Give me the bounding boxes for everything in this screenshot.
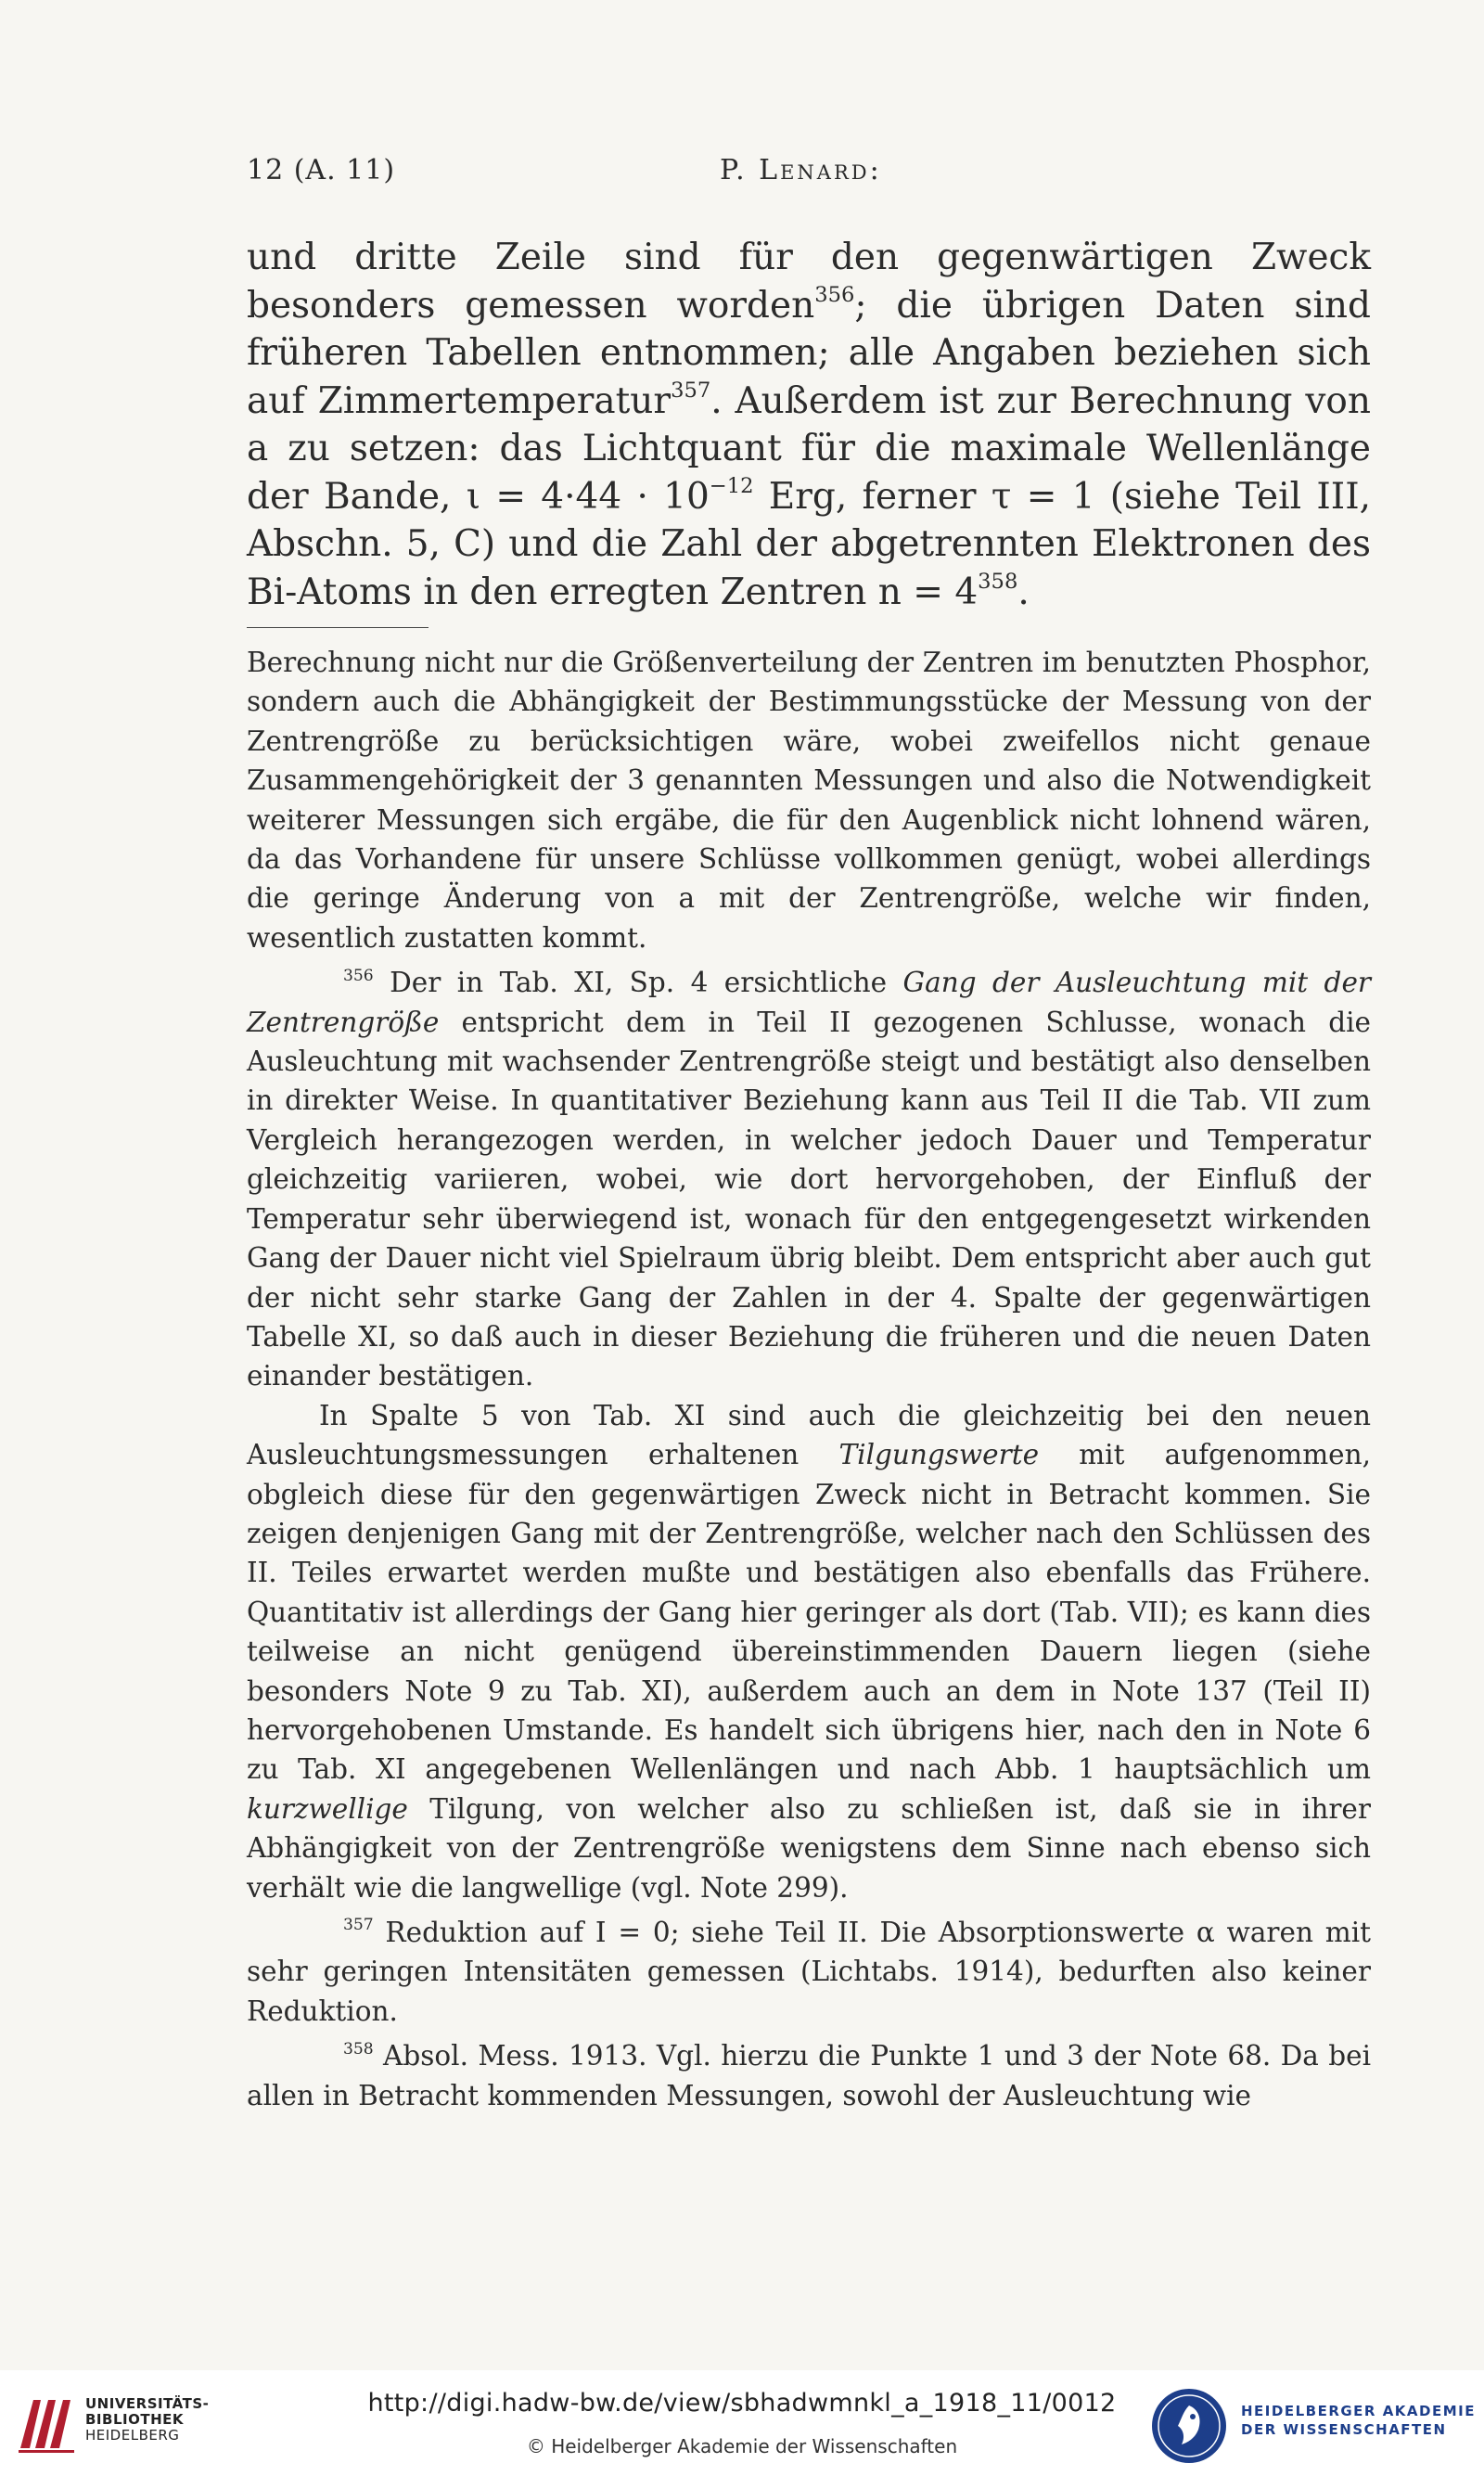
footnote-continuation: Berechnung nicht nur die Größenverteilung der Zentren im benutzten Phosphor, sondern auch die Abhängigkeit der Bestimmungsstücke der Messung von der Zentrengröße zu berücksichtigen wäre, wobei zweifellos nicht genaue Zusammengehörigkeit der 3 genannten Messungen und also die Notwendigkeit weiterer Messungen sich ergäbe, die für den Augenblick nicht lohnend wären, da das Vorhandene für unsere Schlüsse vollkommen genügt, wobei allerdings die geringe Änderung von a mit der Zentrengröße, welche wir finden, wesentlich zustatten kommt.	[247, 647, 1371, 954]
academy-name-line: HEIDELBERGER AKADEMIE	[1241, 2403, 1476, 2419]
permalink-url[interactable]: http://digi.hadw-bw.de/view/sbhadwmnkl_a_1918_11/0012	[367, 2389, 1117, 2418]
page-number: 12 (A. 11)	[247, 154, 396, 186]
library-name-line: BIBLIOTHEK	[85, 2411, 184, 2428]
footnote-italic: kurzwellige	[247, 1792, 408, 1825]
footnote-separator	[247, 627, 429, 628]
footnote-ref-358[interactable]: 358	[978, 570, 1018, 595]
viewer-footer	[0, 2370, 1484, 2476]
footnote-ref-357[interactable]: 357	[671, 378, 711, 404]
footnotes	[247, 643, 1371, 2115]
academy-name-line: DER WISSENSCHAFTEN	[1241, 2421, 1447, 2438]
footnote-text: Der in Tab. XI, Sp. 4 ersichtliche	[373, 967, 903, 999]
running-author: P. Lenard:	[720, 154, 882, 186]
library-name-line: UNIVERSITÄTS-	[85, 2395, 210, 2412]
main-text-segment: Erg, ferner τ = 1 (siehe Teil III, Abschn. 5, C) und die Zahl der abgetrennten Elektronen des Bi-Atoms in den erregten Zentren n = 4	[247, 475, 1371, 613]
academy-name	[1241, 2402, 1476, 2439]
footnote-text: In Spalte 5 von Tab. XI sind auch die gleichzeitig bei den neuen Ausleuchtungsmessungen erhaltenen	[247, 1399, 1371, 1471]
footnote-357	[247, 1913, 1371, 2031]
footnote-text: mit aufgenommen, obgleich diese für den gegenwärtigen Zweck nicht in Betracht kommen. Sie zeigen denjenigen Gang mit der Zentrengröße, welcher nach den Schlüssen des II. Teiles erwartet werden mußte und bestätigen also ebenfalls das Frühere. Quantitativ ist allerdings der Gang hier geringer als dort (Tab. VII); es kann dies teilweise an nicht genügend übereinstimmenden Dauern liegen (siehe besonders Note 9 zu Tab. XI), außerdem auch an dem in Note 137 (Teil II) hervorgehobenen Umstande. Es handelt sich übrigens hier, nach den in Note 6 zu Tab. XI angegebenen Wellenlängen und nach Abb. 1 hauptsächlich um	[247, 1439, 1371, 1786]
footnote-356-paragraph-2	[247, 1396, 1371, 1907]
footnote-italic: Tilgungswerte	[838, 1439, 1040, 1471]
main-text-segment: und dritte Zeile sind für den gegenwärtigen Zweck besonders gemessen worden	[247, 237, 1371, 327]
library-name-line: HEIDELBERG	[85, 2427, 180, 2444]
main-text-segment: ; die übrigen Daten sind früheren Tabellen entnommen; alle Angaben beziehen sich auf Zimmertemperatur	[247, 284, 1372, 422]
footnote-356	[247, 963, 1371, 1395]
footnote-number: 358	[343, 2039, 374, 2059]
exponent: −12	[709, 474, 754, 499]
copyright-notice: © Heidelberger Akademie der Wissenschaften	[526, 2435, 958, 2457]
academy-seal-icon[interactable]	[1150, 2387, 1228, 2465]
footnote-italic: Gang der Ausleuchtung mit der Zentrengröße	[247, 967, 1372, 1038]
footnote-text: Absol. Mess. 1913. Vgl. hierzu die Punkte 1 und 3 der Note 68. Da bei allen in Betracht kommenden Messungen, sowohl der Ausleuchtung wie	[247, 2040, 1371, 2111]
main-text	[247, 234, 1371, 616]
main-paragraph	[247, 234, 1371, 616]
footnote-text: entspricht dem in Teil II gezogenen Schlusse, wonach die Ausleuchtung mit wachsender Zentrengröße steigt und bestätigt also denselben in direkter Weise. In quantitativer Beziehung kann aus Teil II die Tab. VII zum Vergleich herangezogen werden, in welcher jedoch Dauer und Temperatur gleichzeitig variieren, wobei, wie dort hervorgehoben, der Einfluß der Temperatur sehr überwiegend ist, wonach für den entgegengesetzt wirkenden Gang der Dauer nicht viel Spielraum übrig bleibt. Dem entspricht aber auch gut der nicht sehr starke Gang der Zahlen in der 4. Spalte der gegenwärtigen Tabelle XI, so daß auch in dieser Beziehung die früheren und die neuen Daten einander bestätigen.	[247, 1006, 1371, 1392]
footnote-number: 356	[343, 966, 374, 985]
main-text-segment: .	[1017, 571, 1030, 613]
footnote-ref-356[interactable]: 356	[814, 283, 855, 308]
footnote-text: Reduktion auf I = 0; siehe Teil II. Die Absorptionswerte α waren mit sehr geringen Intensitäten gemessen (Lichtabs. 1914), bedurften also keiner Reduktion.	[247, 1917, 1371, 2027]
footnote-text: Tilgung, von welcher also zu schließen ist, daß sie in ihrer Abhängigkeit von der Zentrengröße wenigstens dem Sinne nach ebenso sich verhält wie die langwellige (vgl. Note 299).	[247, 1792, 1371, 1904]
main-text-segment: . Außerdem ist zur Berechnung von a zu setzen: das Lichtquant für die maximale Wellenlänge der Bande, ι = 4·44 · 10	[247, 379, 1371, 518]
footnote-358	[247, 2036, 1371, 2115]
footnote-number: 357	[343, 1916, 374, 1935]
